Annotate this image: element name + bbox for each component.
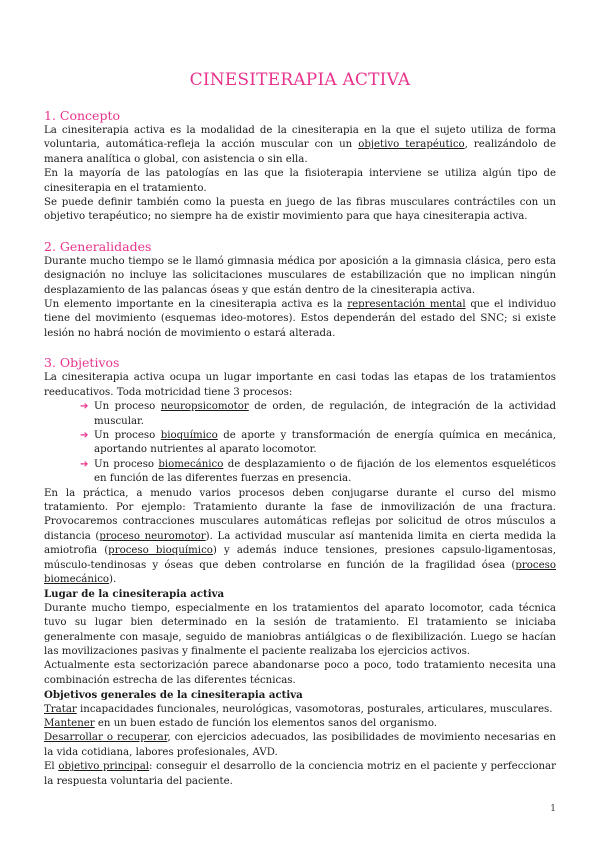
document-title: CINESITERAPIA ACTIVA — [189, 70, 411, 90]
subheading-lugar: Lugar de la cinesiterapia activa — [44, 588, 225, 601]
paragraph: Actualmente esta sectorización parece abandonarse poco a poco, todo tratamiento necesita una combinación estrecha de las diferentes técnicas. — [44, 660, 556, 686]
underlined-term: objetivo terapéutico — [358, 139, 465, 151]
section-heading-objetivos: 3. Objetivos — [44, 355, 120, 371]
arrow-right-icon: ➔ — [80, 429, 89, 441]
paragraph: Durante mucho tiempo, especialmente en los tratamientos del aparato locomotor, cada técnica tuvo su lugar bien determinado en la sesión de tratamiento. El tratamiento se iniciaba generalmente con masaje, seguido de maniobras antiálgicas o de flexibilización. Luego se hacían las movilizaciones pasivas y finalmente el paciente realizaba los ejercicios activos. — [44, 602, 556, 657]
subheading-objetivos-generales: Objetivos generales de la cinesiterapia activa — [44, 689, 303, 702]
section-heading-generalidades: 2. Generalidades — [44, 238, 152, 254]
paragraph: La cinesiterapia activa es la modalidad de la cinesiterapia en la que el sujeto utiliza de forma voluntaria, automática-refleja la acción muscular con un objetivo terapéutico, realizándolo de manera analítica o global, con asistencia o sin ella. — [44, 125, 556, 165]
page-number: 1 — [550, 804, 556, 814]
section-heading-concepto: 1. Concepto — [44, 108, 120, 123]
paragraph: Un elemento importante en la cinesiterapia activa es la representación mental que el individuo tiene del movimiento (esquemas ideo-motores). Estos dependerán del estado del SNC; si existe lesión no habrá noción de movimiento o estará alterada. — [44, 299, 556, 339]
arrow-right-icon: ➔ — [80, 458, 89, 470]
paragraph: La cinesiterapia activa ocupa un lugar importante en casi todas las etapas de los tratamientos reeducativos. Toda motricidad tiene 3 procesos: — [44, 372, 556, 398]
paragraph: Tratar incapacidades funcionales, neurológicas, vasomotoras, posturales, articulares, musculares. — [44, 703, 553, 715]
paragraph: El objetivo principal: conseguir el desarrollo de la conciencia motriz en el paciente y perfeccionar la respuesta voluntaria del paciente. — [44, 761, 557, 787]
process-list — [44, 400, 556, 486]
list-item: ➔ Un proceso bioquímico de aporte y transformación de energía química en mecánica, aportando nutrientes al aparato locomotor. — [80, 429, 556, 456]
paragraph: Mantener en un buen estado de función los elementos sanos del organismo. — [44, 718, 438, 730]
paragraph: Se puede definir también como la puesta en juego de las fibras musculares contráctiles con un objetivo terapéutico; no siempre ha de existir movimiento para que haya cinesiterapia activa. — [44, 197, 556, 223]
arrow-right-icon: ➔ — [80, 401, 89, 413]
paragraph: En la mayoría de las patologías en las que la fisioterapia interviene se utiliza algún tipo de cinesiterapia en el tratamiento. — [44, 168, 556, 194]
paragraph: En la práctica, a menudo varios procesos deben conjugarse durante el curso del mismo tratamiento. Por ejemplo: Tratamiento durante la fase de inmovilización de una fractura. Provocaremos contracciones musculares automáticas reflejas por solicitud de otros músculos a distancia (proceso neuromotor). La actividad muscular así mantenida limita en cierta medida la amiotrofia (proceso bioquímico) y además induce tensiones, presiones capsulo-ligamentosas, músculo-tendinosas y óseas que deben controlarse en función de la fragilidad ósea (proceso biomecánico). — [44, 487, 556, 585]
document-page — [44, 70, 556, 789]
paragraph: Desarrollar o recuperar, con ejercicios adecuados, las posibilidades de movimiento necesarias en la vida cotidiana, labores profesionales, AVD. — [44, 732, 556, 758]
underlined-term: representación mental — [347, 299, 466, 311]
list-item: ➔ Un proceso biomecánico de desplazamiento o de fijación de los elementos esqueléticos en función de las diferentes fuerzas en presencia. — [80, 458, 557, 485]
paragraph: Durante mucho tiempo se le llamó gimnasia médica por aposición a la gimnasia clásica, pero esta designación no incluye las solicitaciones musculares de estabilización que no implican ningún desplazamiento de las palancas óseas y que están dentro de la cinesiterapia activa. — [44, 255, 556, 296]
list-item: ➔ Un proceso neuropsicomotor de orden, de regulación, de integración de la actividad muscular. — [80, 401, 556, 427]
